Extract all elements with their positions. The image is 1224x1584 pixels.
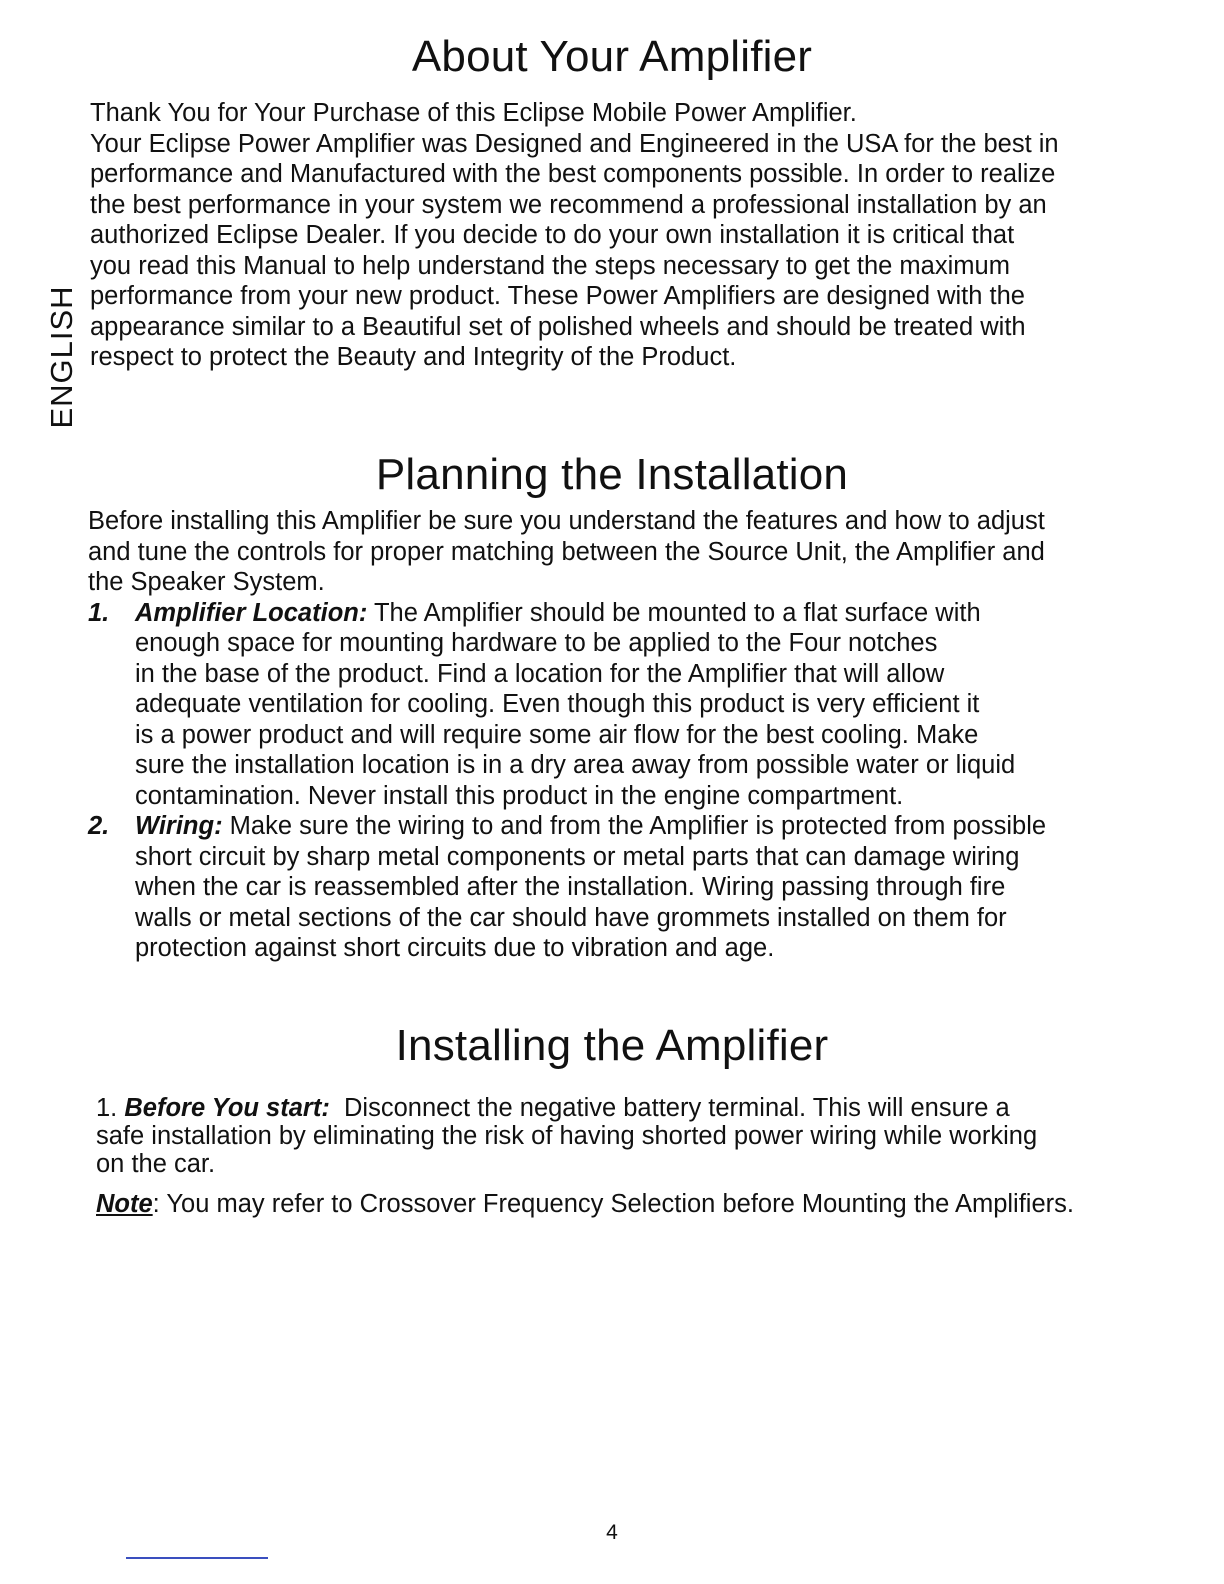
list-item-line: walls or metal sections of the car should have grommets installed on them for	[135, 903, 1007, 932]
about-line: you read this Manual to help understand the steps necessary to get the maximum	[90, 251, 1010, 280]
planning-intro-line: and tune the controls for proper matching between the Source Unit, the Amplifier and	[88, 537, 1045, 566]
list-item-line: short circuit by sharp metal components or metal parts that can damage wiring	[135, 842, 1020, 871]
about-line: performance and Manufactured with the best components possible. In order to realize	[90, 160, 1056, 188]
step-line: on the car.	[96, 1150, 216, 1178]
about-line: respect to protect the Beauty and Integrity of the Product.	[90, 343, 737, 371]
list-item-text: Make sure the wiring to and from the Amplifier is protected from possible	[222, 812, 1047, 840]
list-number: 1.	[88, 598, 110, 627]
note-label: Note	[96, 1190, 153, 1218]
language-label: ENGLISH	[44, 285, 79, 429]
about-line: Thank You for Your Purchase of this Eclipse Mobile Power Amplifier.	[90, 99, 857, 127]
installing-section	[96, 1094, 1074, 1218]
list-item-text: The Amplifier should be mounted to a flat surface with	[367, 598, 981, 627]
list-item-line: in the base of the product. Find a location for the Amplifier that will allow	[135, 659, 945, 688]
installing-step-first-line	[96, 1094, 1074, 1122]
planning-intro-line: the Speaker System.	[88, 568, 325, 596]
step-line: safe installation by eliminating the risk of having shorted power wiring while working	[96, 1122, 1038, 1150]
planning-heading: Planning the Installation	[375, 450, 849, 499]
page-number: 4	[606, 1521, 618, 1544]
list-item-line: is a power product and will require some air flow for the best cooling. Make	[135, 720, 979, 749]
list-item-line: sure the installation location is in a dry area away from possible water or liquid	[135, 751, 1016, 779]
about-line: authorized Eclipse Dealer. If you decide to do your own installation it is critical that	[90, 221, 1015, 249]
about-line: Your Eclipse Power Amplifier was Designed and Engineered in the USA for the best in	[90, 129, 1059, 158]
wiring-item	[88, 811, 1046, 964]
list-item-line: protection against short circuits due to vibration and age.	[135, 934, 775, 962]
language-side-tab	[42, 282, 82, 432]
list-item-line: enough space for mounting hardware to be applied to the Four notches	[135, 629, 938, 657]
about-heading: About Your Amplifier	[411, 32, 813, 81]
list-item-line: when the car is reassembled after the installation. Wiring passing through fire	[135, 873, 1006, 901]
list-item-line: adequate ventilation for cooling. Even though this product is very efficient it	[135, 690, 980, 718]
list-item-line: contamination. Never install this product in the engine compartment.	[135, 781, 904, 810]
amplifier-location-item	[88, 598, 1046, 812]
step-text: Disconnect the negative battery terminal. This will ensure a	[329, 1094, 1010, 1122]
about-line: performance from your new product. These Power Amplifiers are designed with the	[90, 282, 1025, 310]
list-number: 2.	[88, 812, 110, 840]
before-you-start-label: Before You start:	[124, 1094, 330, 1122]
amplifier-location-label: Amplifier Location:	[135, 598, 368, 627]
installing-heading: Installing the Amplifier	[395, 1021, 829, 1070]
about-line: appearance similar to a Beautiful set of polished wheels and should be treated with	[90, 312, 1026, 341]
footer-rule	[126, 1557, 268, 1559]
planning-section	[88, 506, 1046, 964]
planning-intro-line: Before installing this Amplifier be sure you understand the features and how to adjust	[88, 507, 1045, 535]
step-number: 1.	[96, 1094, 125, 1122]
wiring-label: Wiring:	[135, 812, 223, 840]
note-line	[96, 1190, 1074, 1218]
about-paragraph	[90, 98, 1059, 373]
note-text: : You may refer to Crossover Frequency Selection before Mounting the Amplifiers.	[152, 1190, 1074, 1218]
about-line: the best performance in your system we recommend a professional installation by an	[90, 190, 1047, 219]
